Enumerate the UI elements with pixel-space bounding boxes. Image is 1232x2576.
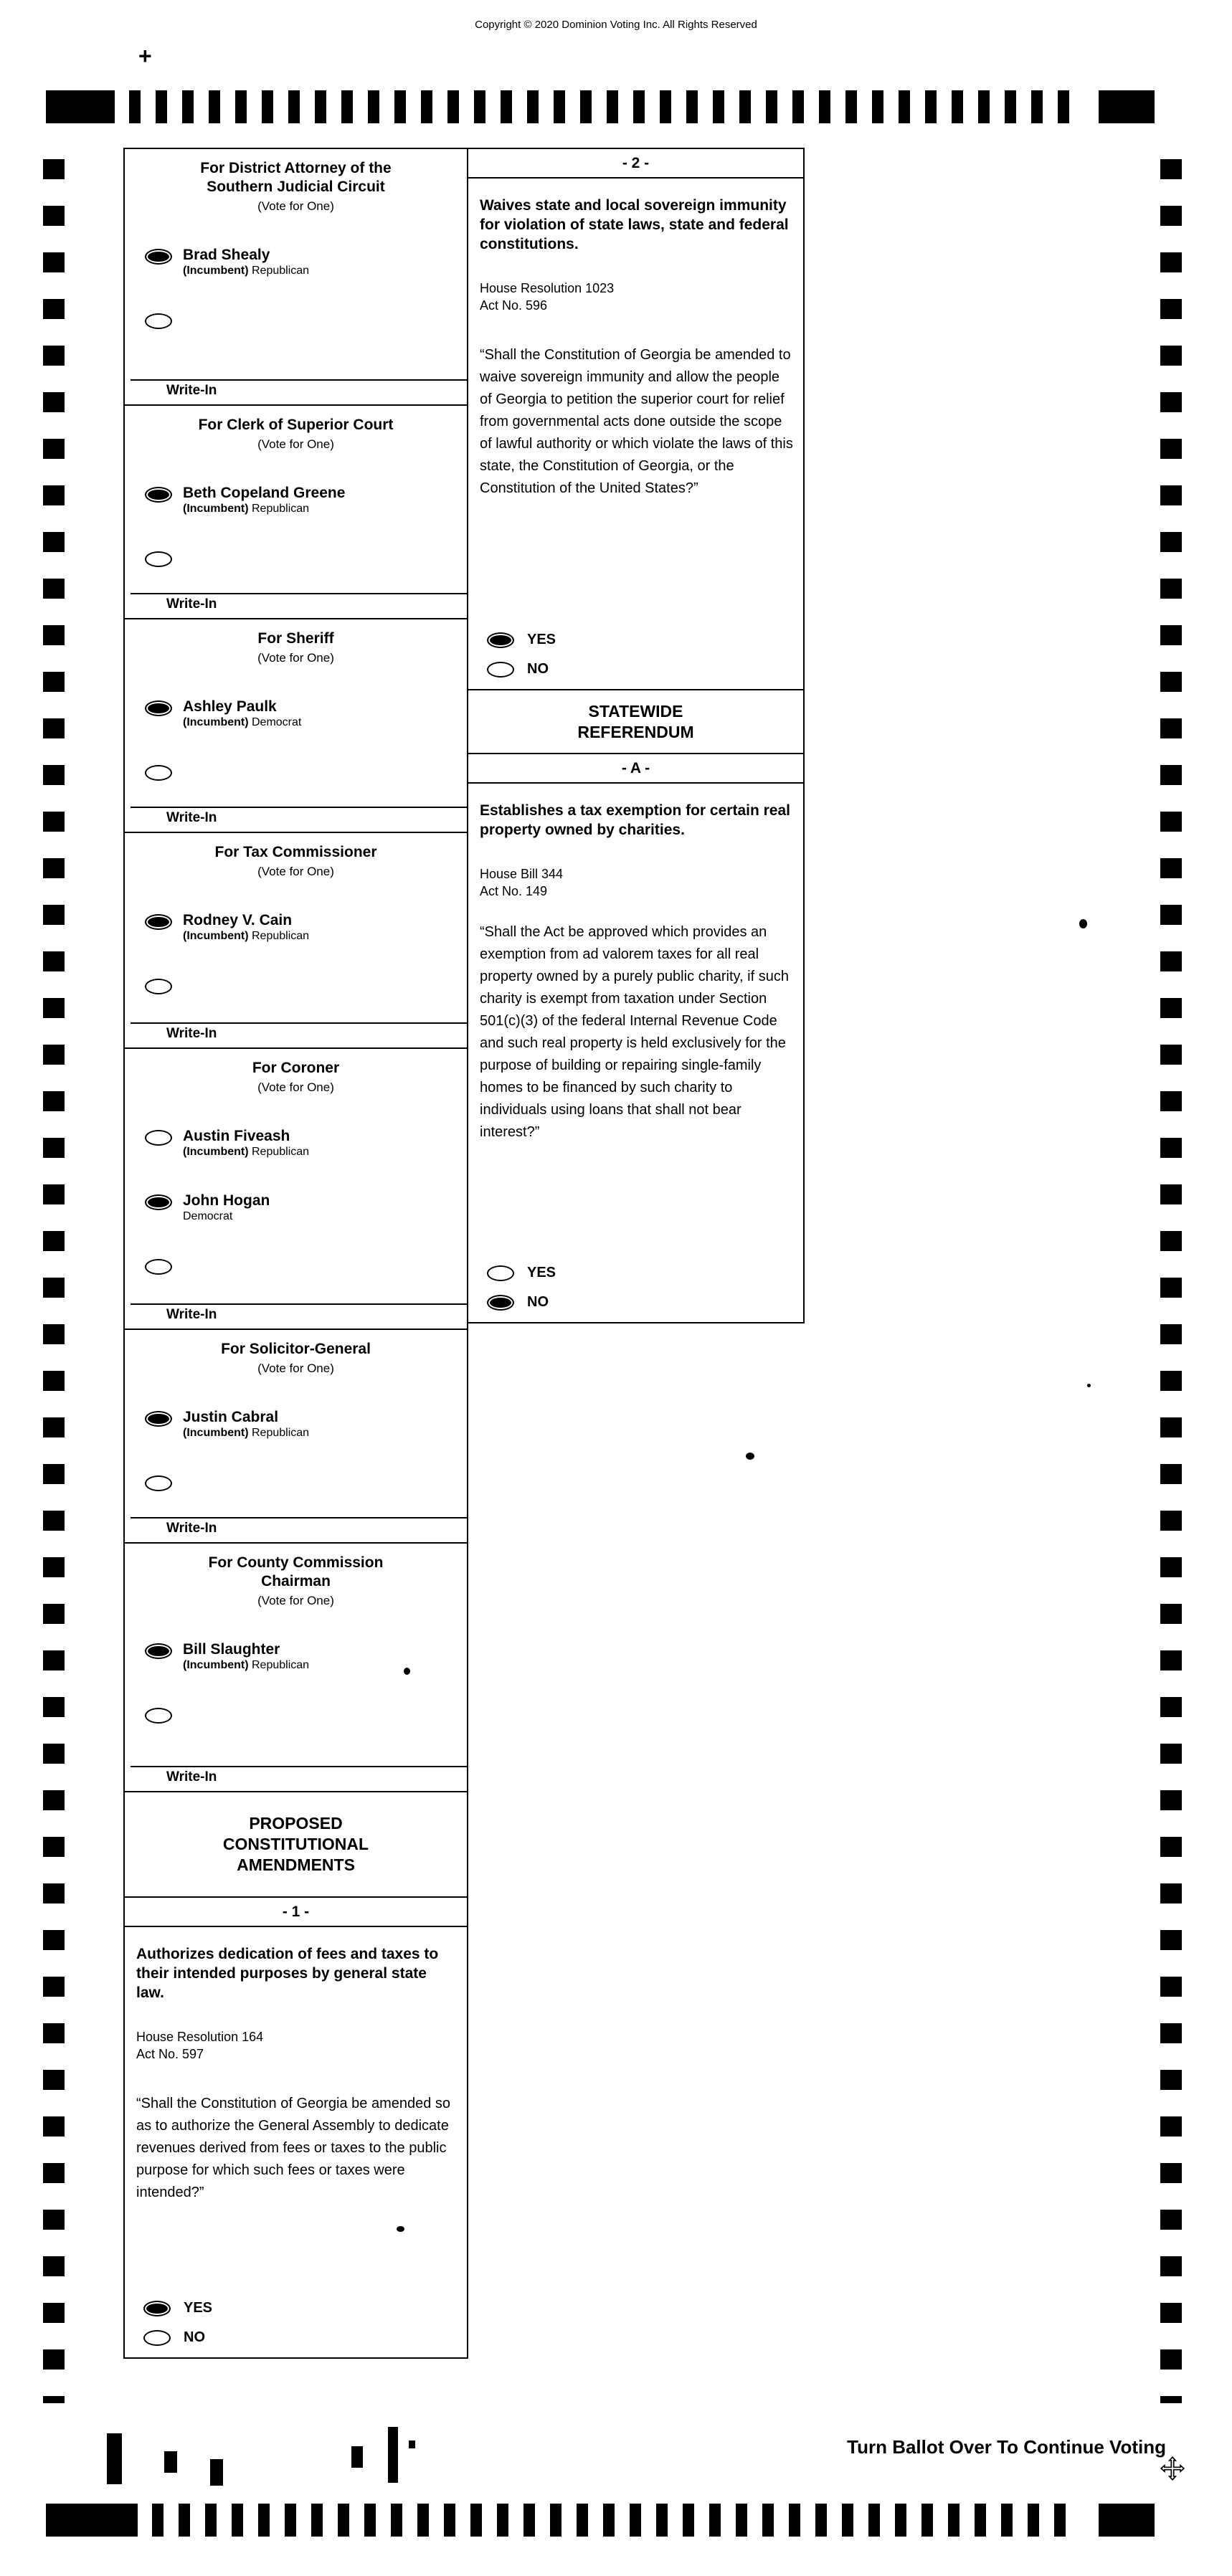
candidate-detail	[183, 264, 309, 278]
candidate-row	[145, 1128, 467, 1159]
contest-solicitor-general	[123, 1329, 468, 1544]
party-label: Republican	[252, 1146, 310, 1158]
oval-ashley-paulk[interactable]	[145, 700, 172, 716]
measure-body	[468, 179, 803, 689]
oval-write-in[interactable]	[145, 313, 172, 329]
section-header-text: STATEWIDE REFERENDUM	[577, 701, 694, 741]
choice-yes-row	[487, 632, 793, 648]
candidate-detail	[183, 1426, 309, 1440]
yes-label: YES	[527, 632, 556, 647]
ink-speck	[1079, 919, 1087, 928]
measure-question: “Shall the Act be approved which provides an exemption from ad valorem taxes for all real property owned by a purely public charity, if such charity is exempt from taxation under Section 501(c)(3) of the federal Internal Revenue Code and such real property is held exclusively for the purpose of building or repairing single-family homes to be financed by such charity to individuals using loans that shall not bear interest?”	[480, 924, 789, 1140]
contest-tax-commissioner	[123, 832, 468, 1049]
candidate-row	[145, 912, 467, 944]
measure-question: “Shall the Constitution of Georgia be amended so as to authorize the General Assembly to dedicate revenues derived from fees or taxes to the public purpose for which such fees or taxes were intended?”	[136, 2096, 451, 2200]
ballot-code-mark	[409, 2440, 415, 2448]
write-in-section	[125, 379, 467, 404]
measure-reference	[480, 865, 793, 900]
oval-yes-amendment-1[interactable]	[143, 2301, 171, 2316]
candidate-detail	[183, 929, 309, 944]
ballot-column-right	[467, 148, 805, 1323]
measure-summary: Authorizes dedication of fees and taxes to their intended purposes by general state law.	[136, 1946, 439, 2001]
ballot-code-mark	[388, 2427, 398, 2483]
incumbent-label: (Incumbent)	[183, 503, 249, 515]
oval-write-in[interactable]	[145, 1259, 172, 1275]
write-in-oval-row	[145, 976, 467, 994]
timing-bars	[129, 90, 1080, 123]
timing-block-right	[1099, 2504, 1155, 2537]
oval-brad-shealy[interactable]	[145, 249, 172, 265]
measure-question: “Shall the Constitution of Georgia be amended to waive sovereign immunity and allow the people of Georgia to petition the superior court for relief from governmental acts done outside the scope of lawful authority or which violate the laws of this state, the Constitution of Georgia, or the Constitution of the United States?”	[480, 347, 793, 496]
incumbent-label: (Incumbent)	[183, 1659, 249, 1671]
vote-instruction: (Vote for One)	[257, 651, 334, 665]
contest-clerk-superior-court	[123, 404, 468, 619]
ballot-column-left	[123, 148, 468, 2359]
write-in-section	[125, 1303, 467, 1329]
measure-reference	[136, 2028, 457, 2063]
oval-write-in[interactable]	[145, 979, 172, 994]
ink-speck	[404, 1668, 410, 1675]
write-in-oval-row	[145, 763, 467, 781]
measure-summary: Waives state and local sovereign immunity for violation of state laws, state and federal constitutions.	[480, 197, 789, 252]
alignment-plus-mark: +	[138, 43, 152, 69]
candidate-row	[145, 1192, 467, 1224]
candidate-name: Bill Slaughter	[183, 1641, 280, 1658]
contest-title: For District Attorney of the Southern Judicial Circuit	[200, 160, 392, 195]
candidate-info	[183, 1409, 309, 1440]
timing-marks-bottom	[46, 2504, 1155, 2537]
candidate-info	[183, 1192, 270, 1224]
contest-title: For Coroner	[252, 1060, 340, 1076]
contest-title: For Solicitor-General	[221, 1341, 371, 1357]
measure-body	[468, 784, 803, 1322]
candidate-name: Beth Copeland Greene	[183, 485, 346, 501]
ballot-code-mark	[107, 2433, 122, 2484]
write-in-label: Write-In	[166, 1769, 217, 1784]
candidate-name: Rodney V. Cain	[183, 912, 293, 928]
write-in-section	[125, 1766, 467, 1791]
write-in-label: Write-In	[166, 1521, 217, 1536]
contest-title: For County Commission Chairman	[208, 1554, 384, 1589]
oval-beth-copeland-greene[interactable]	[145, 487, 172, 503]
oval-no-referendum-a[interactable]	[487, 1295, 514, 1311]
contest-coroner	[123, 1047, 468, 1330]
ink-speck	[397, 2226, 404, 2232]
contest-title: For Clerk of Superior Court	[198, 417, 394, 433]
candidate-detail	[183, 1209, 270, 1224]
ink-speck	[746, 1453, 754, 1460]
oval-justin-cabral[interactable]	[145, 1411, 172, 1427]
yes-label: YES	[527, 1265, 556, 1280]
measure-summary: Establishes a tax exemption for certain real property owned by charities.	[480, 802, 791, 838]
section-header-amendments	[123, 1791, 468, 1898]
write-in-oval-row	[145, 311, 467, 329]
write-in-label: Write-In	[166, 1307, 217, 1322]
party-label: Republican	[252, 930, 310, 942]
choice-yes-row	[487, 1265, 793, 1281]
candidate-name: Austin Fiveash	[183, 1128, 290, 1144]
candidate-info	[183, 698, 301, 730]
candidate-detail	[183, 1145, 309, 1159]
vote-instruction: (Vote for One)	[257, 865, 334, 878]
candidate-info	[183, 247, 309, 278]
party-label: Republican	[252, 265, 310, 277]
party-label: Democrat	[183, 1210, 233, 1222]
party-label: Democrat	[252, 716, 302, 728]
write-in-section	[125, 807, 467, 832]
choice-no-row	[487, 1294, 793, 1311]
measure-choices	[480, 1252, 793, 1322]
oval-write-in[interactable]	[145, 551, 172, 567]
measure-number: - A -	[468, 754, 803, 784]
candidate-name: Brad Shealy	[183, 247, 270, 263]
write-in-oval-row	[145, 1257, 467, 1275]
candidate-info	[183, 485, 345, 516]
contest-sheriff	[123, 618, 468, 833]
measure-amendment-1	[123, 1896, 468, 2359]
ink-speck	[1087, 1384, 1091, 1387]
no-label: NO	[527, 661, 549, 677]
no-label: NO	[527, 1294, 549, 1310]
ballot-code-mark	[164, 2451, 177, 2473]
timing-marks-left-column	[43, 159, 65, 2403]
incumbent-label: (Incumbent)	[183, 265, 249, 277]
oval-bill-slaughter[interactable]	[145, 1643, 172, 1659]
party-label: Republican	[252, 503, 310, 515]
write-in-oval-row	[145, 549, 467, 567]
timing-block-left	[46, 2504, 138, 2537]
copyright-line: Copyright © 2020 Dominion Voting Inc. All Rights Reserved	[475, 19, 757, 31]
measure-choices	[480, 619, 793, 689]
incumbent-label: (Incumbent)	[183, 1427, 249, 1439]
measure-ref-line2: Act No. 596	[480, 298, 548, 313]
timing-marks-top	[46, 90, 1155, 123]
vote-instruction: (Vote for One)	[257, 1594, 334, 1607]
oval-write-in[interactable]	[145, 765, 172, 781]
measure-referendum-a	[467, 753, 805, 1323]
measure-number: - 2 -	[468, 149, 803, 179]
candidate-row	[145, 1641, 467, 1673]
contest-county-commission-chairman	[123, 1542, 468, 1792]
candidate-row	[145, 247, 467, 278]
oval-write-in[interactable]	[145, 1475, 172, 1491]
write-in-section	[125, 1517, 467, 1542]
oval-austin-fiveash[interactable]	[145, 1130, 172, 1146]
write-in-label: Write-In	[166, 383, 217, 398]
contest-title: For Sheriff	[257, 630, 334, 647]
write-in-label: Write-In	[166, 597, 217, 612]
measure-body	[125, 1927, 467, 2357]
section-header-text: PROPOSED CONSTITUTIONAL AMENDMENTS	[222, 1814, 369, 1874]
contest-district-attorney	[123, 148, 468, 406]
oval-no-amendment-2[interactable]	[487, 662, 514, 678]
measure-ref-line1: House Resolution 164	[136, 2030, 264, 2044]
turn-ballot-over-text: Turn Ballot Over To Continue Voting	[847, 2436, 1166, 2458]
ballot-code-mark	[210, 2459, 223, 2486]
write-in-label: Write-In	[166, 1026, 217, 1041]
incumbent-label: (Incumbent)	[183, 930, 249, 942]
choice-no-row	[487, 661, 793, 678]
section-header-referendum	[467, 689, 805, 754]
timing-bars	[152, 2504, 1080, 2537]
measure-ref-line2: Act No. 597	[136, 2047, 204, 2061]
candidate-detail	[183, 716, 301, 730]
registration-crosshair-mark	[1159, 2455, 1186, 2486]
measure-reference	[480, 280, 793, 314]
candidate-detail	[183, 502, 345, 516]
choice-no-row	[143, 2329, 457, 2346]
write-in-oval-row	[145, 1706, 467, 1724]
candidate-name: John Hogan	[183, 1192, 270, 1209]
vote-instruction: (Vote for One)	[257, 1361, 334, 1375]
choice-yes-row	[143, 2300, 457, 2316]
party-label: Republican	[252, 1427, 310, 1439]
candidate-info	[183, 912, 309, 944]
measure-choices	[136, 2287, 457, 2357]
candidate-detail	[183, 1658, 309, 1673]
candidate-name: Ashley Paulk	[183, 698, 277, 715]
oval-yes-amendment-2[interactable]	[487, 632, 514, 648]
oval-no-amendment-1[interactable]	[143, 2330, 171, 2346]
measure-ref-line1: House Bill 344	[480, 867, 564, 881]
candidate-row	[145, 1409, 467, 1440]
measure-ref-line2: Act No. 149	[480, 884, 548, 898]
write-in-section	[125, 1022, 467, 1047]
candidate-row	[145, 485, 467, 516]
candidate-name: Justin Cabral	[183, 1409, 279, 1425]
vote-instruction: (Vote for One)	[257, 437, 334, 451]
oval-rodney-v-cain[interactable]	[145, 914, 172, 930]
candidate-row	[145, 698, 467, 730]
measure-amendment-2	[467, 148, 805, 690]
oval-write-in[interactable]	[145, 1708, 172, 1724]
vote-instruction: (Vote for One)	[257, 199, 334, 213]
crosshair-icon	[1159, 2455, 1186, 2482]
write-in-section	[125, 593, 467, 618]
ballot-code-mark	[351, 2446, 363, 2468]
candidate-info	[183, 1641, 309, 1673]
measure-number: - 1 -	[125, 1898, 467, 1927]
candidate-info	[183, 1128, 309, 1159]
timing-marks-right-column	[1160, 159, 1182, 2403]
party-label: Republican	[252, 1659, 310, 1671]
oval-yes-referendum-a[interactable]	[487, 1265, 514, 1281]
oval-john-hogan[interactable]	[145, 1194, 172, 1210]
timing-block-left	[46, 90, 115, 123]
contest-title: For Tax Commissioner	[214, 844, 377, 860]
incumbent-label: (Incumbent)	[183, 1146, 249, 1158]
timing-block-right	[1099, 90, 1155, 123]
write-in-oval-row	[145, 1473, 467, 1491]
yes-label: YES	[184, 2300, 213, 2316]
no-label: NO	[184, 2329, 205, 2345]
measure-ref-line1: House Resolution 1023	[480, 281, 615, 295]
vote-instruction: (Vote for One)	[257, 1080, 334, 1094]
incumbent-label: (Incumbent)	[183, 716, 249, 728]
write-in-label: Write-In	[166, 810, 217, 825]
